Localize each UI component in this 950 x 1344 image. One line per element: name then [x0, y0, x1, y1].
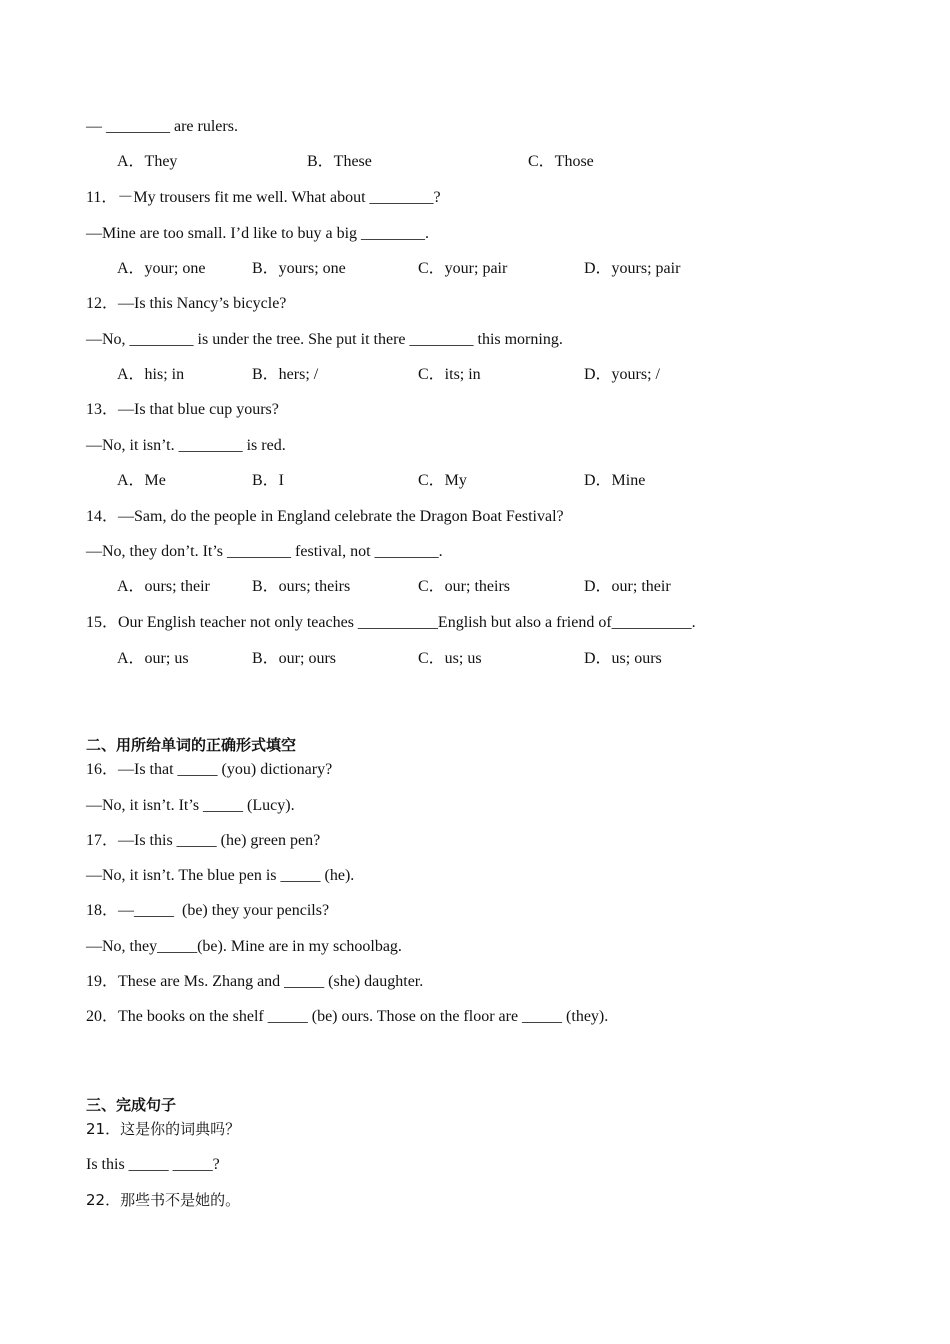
q13-option-b: B．I [252, 472, 285, 489]
q12-option-a: A．his; in [117, 366, 185, 383]
q18-answer-line: —No, they_____(be). Mine are in my schoolbag. [86, 938, 402, 955]
q11-option-c: C．your; pair [418, 260, 508, 277]
q17-question: 17．—Is this _____ (he) green pen? [86, 832, 321, 849]
q13-option-c: C．My [418, 472, 467, 489]
q13-option-d: D．Mine [584, 472, 646, 489]
q10-line: — ________ are rulers. [86, 118, 238, 135]
section3-title: 三、完成句子 [86, 1096, 177, 1114]
q13-question: 13．—Is that blue cup yours? [86, 401, 279, 418]
section2-title: 二、用所给单词的正确形式填空 [86, 736, 297, 754]
q11-option-b: B．yours; one [252, 260, 346, 277]
q11-option-a: A．your; one [117, 260, 206, 277]
q14-option-b: B．ours; theirs [252, 578, 351, 595]
q14-option-d: D．our; their [584, 578, 671, 595]
q12-question: 12．—Is this Nancy’s bicycle? [86, 295, 287, 312]
q12-answer-line: —No, ________ is under the tree. She put it there ________ this morning. [86, 331, 563, 348]
q10-option-a: A．They [117, 153, 178, 170]
q22-question: 22．那些书不是她的。 [86, 1191, 241, 1209]
q14-option-a: A．ours; their [117, 578, 210, 595]
q15-option-c: C．us; us [418, 650, 482, 667]
q18-question: 18．—_____ (be) they your pencils? [86, 902, 330, 919]
q20-question: 20．The books on the shelf _____ (be) ours. Those on the floor are _____ (they). [86, 1008, 609, 1025]
q12-option-c: C．its; in [418, 366, 481, 383]
q10-option-c: C．Those [528, 153, 594, 170]
q14-option-c: C．our; theirs [418, 578, 510, 595]
q10-option-b: B．These [307, 153, 372, 170]
q11-question: 11．－My trousers fit me well. What about ________? [86, 189, 441, 206]
q13-answer-line: —No, it isn’t. ________ is red. [86, 437, 286, 454]
q21-question: 21．这是你的词典吗？ [86, 1120, 241, 1138]
q21-answer-line: Is this _____ _____? [86, 1156, 220, 1173]
q14-question: 14．—Sam, do the people in England celebrate the Dragon Boat Festival? [86, 508, 564, 525]
q16-answer-line: —No, it isn’t. It’s _____ (Lucy). [86, 797, 295, 814]
q15-question: 15．Our English teacher not only teaches __________English but also a friend of__________. [86, 614, 696, 631]
q12-option-d: D．yours; / [584, 366, 661, 383]
q12-option-b: B．hers; / [252, 366, 319, 383]
q11-answer-line: —Mine are too small. I’d like to buy a big ________. [86, 225, 430, 242]
q16-question: 16．—Is that _____ (you) dictionary? [86, 761, 333, 778]
q14-answer-line: —No, they don’t. It’s ________ festival, not ________. [86, 543, 443, 560]
q15-option-d: D．us; ours [584, 650, 662, 667]
q13-option-a: A．Me [117, 472, 166, 489]
q15-option-a: A．our; us [117, 650, 189, 667]
q17-answer-line: —No, it isn’t. The blue pen is _____ (he). [86, 867, 355, 884]
q11-option-d: D．yours; pair [584, 260, 681, 277]
q15-option-b: B．our; ours [252, 650, 337, 667]
q19-question: 19．These are Ms. Zhang and _____ (she) daughter. [86, 973, 424, 990]
